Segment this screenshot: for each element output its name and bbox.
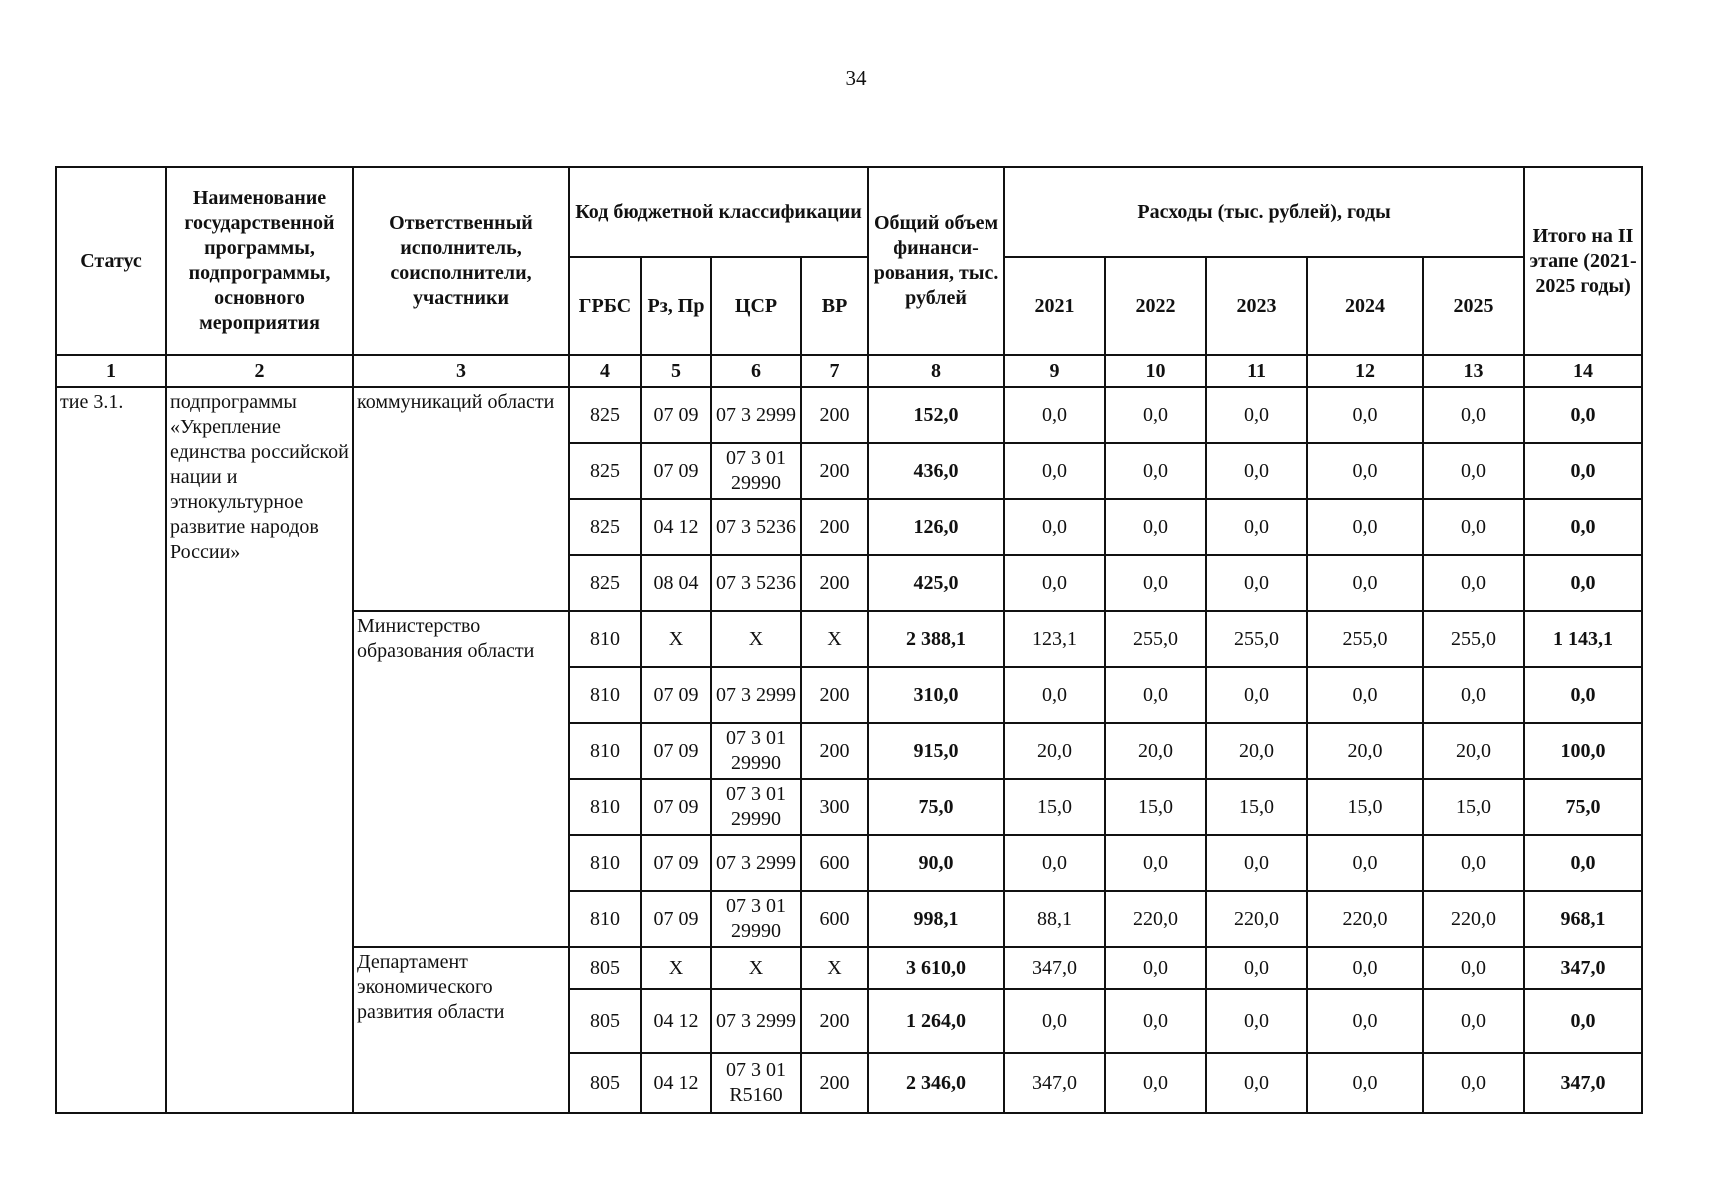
- rzpr-cell: 04 12: [641, 989, 711, 1053]
- csr-cell: 07 3 5236: [711, 499, 801, 555]
- year-2025-cell: 0,0: [1423, 387, 1524, 443]
- grbs-cell: 805: [569, 1053, 641, 1113]
- year-2022-cell: 0,0: [1105, 947, 1206, 989]
- vr-cell: 600: [801, 835, 868, 891]
- year-2023-cell: 0,0: [1206, 499, 1307, 555]
- grbs-cell: 810: [569, 835, 641, 891]
- stage-total-cell: 347,0: [1524, 1053, 1642, 1113]
- total-cell: 915,0: [868, 723, 1004, 779]
- year-2025-cell: 0,0: [1423, 1053, 1524, 1113]
- rzpr-cell: Х: [641, 947, 711, 989]
- column-number: 9: [1004, 355, 1105, 387]
- rzpr-cell: 08 04: [641, 555, 711, 611]
- grbs-cell: 810: [569, 779, 641, 835]
- vr-cell: 200: [801, 667, 868, 723]
- column-number: 11: [1206, 355, 1307, 387]
- vr-cell: 200: [801, 989, 868, 1053]
- vr-cell: 200: [801, 723, 868, 779]
- stage-total-cell: 0,0: [1524, 443, 1642, 499]
- year-2023-cell: 0,0: [1206, 387, 1307, 443]
- stage-total-cell: 968,1: [1524, 891, 1642, 947]
- header-responsible: Ответственный исполнитель, соисполнители, участники: [353, 167, 569, 355]
- csr-cell: 07 3 2999: [711, 667, 801, 723]
- year-2023-cell: 0,0: [1206, 947, 1307, 989]
- vr-cell: Х: [801, 611, 868, 667]
- year-2022-cell: 0,0: [1105, 499, 1206, 555]
- rzpr-cell: 07 09: [641, 667, 711, 723]
- rzpr-cell: 07 09: [641, 443, 711, 499]
- stage-total-cell: 347,0: [1524, 947, 1642, 989]
- year-2021-cell: 0,0: [1004, 555, 1105, 611]
- year-2025-cell: 0,0: [1423, 499, 1524, 555]
- grbs-cell: 810: [569, 667, 641, 723]
- column-number: 10: [1105, 355, 1206, 387]
- year-2022-cell: 0,0: [1105, 989, 1206, 1053]
- header-rzpr: Рз, Пр: [641, 257, 711, 355]
- year-2021-cell: 123,1: [1004, 611, 1105, 667]
- vr-cell: 200: [801, 1053, 868, 1113]
- rzpr-cell: Х: [641, 611, 711, 667]
- year-2025-cell: 0,0: [1423, 989, 1524, 1053]
- vr-cell: 200: [801, 555, 868, 611]
- column-number: 6: [711, 355, 801, 387]
- csr-cell: 07 3 2999: [711, 835, 801, 891]
- total-cell: 90,0: [868, 835, 1004, 891]
- header-csr: ЦСР: [711, 257, 801, 355]
- column-number: 14: [1524, 355, 1642, 387]
- status-cell: тие 3.1.: [56, 387, 166, 1113]
- year-2021-cell: 0,0: [1004, 667, 1105, 723]
- year-2023-cell: 0,0: [1206, 443, 1307, 499]
- year-2023-cell: 0,0: [1206, 667, 1307, 723]
- year-2024-cell: 255,0: [1307, 611, 1423, 667]
- year-2021-cell: 347,0: [1004, 1053, 1105, 1113]
- total-cell: 2 346,0: [868, 1053, 1004, 1113]
- total-cell: 3 610,0: [868, 947, 1004, 989]
- year-2023-cell: 220,0: [1206, 891, 1307, 947]
- year-2025-cell: 15,0: [1423, 779, 1524, 835]
- total-cell: 310,0: [868, 667, 1004, 723]
- year-2024-cell: 0,0: [1307, 835, 1423, 891]
- year-2021-cell: 0,0: [1004, 387, 1105, 443]
- csr-cell: 07 3 2999: [711, 989, 801, 1053]
- csr-cell: Х: [711, 611, 801, 667]
- year-2024-cell: 0,0: [1307, 499, 1423, 555]
- year-2021-cell: 0,0: [1004, 443, 1105, 499]
- header-name: Наименование государственной программы, подпрограммы, основного мероприятия: [166, 167, 353, 355]
- year-2025-cell: 255,0: [1423, 611, 1524, 667]
- csr-cell: 07 3 2999: [711, 387, 801, 443]
- grbs-cell: 825: [569, 555, 641, 611]
- year-2024-cell: 20,0: [1307, 723, 1423, 779]
- year-2024-cell: 0,0: [1307, 667, 1423, 723]
- header-stage-total: Итого на II этапе (2021-2025 годы): [1524, 167, 1642, 355]
- total-cell: 152,0: [868, 387, 1004, 443]
- total-cell: 2 388,1: [868, 611, 1004, 667]
- rzpr-cell: 07 09: [641, 779, 711, 835]
- column-number-row: [56, 355, 1642, 387]
- stage-total-cell: 0,0: [1524, 555, 1642, 611]
- rzpr-cell: 07 09: [641, 835, 711, 891]
- year-2024-cell: 220,0: [1307, 891, 1423, 947]
- year-2022-cell: 0,0: [1105, 835, 1206, 891]
- year-2023-cell: 15,0: [1206, 779, 1307, 835]
- stage-total-cell: 0,0: [1524, 989, 1642, 1053]
- header-year-2025: 2025: [1423, 257, 1524, 355]
- total-cell: 436,0: [868, 443, 1004, 499]
- year-2023-cell: 0,0: [1206, 555, 1307, 611]
- year-2025-cell: 0,0: [1423, 443, 1524, 499]
- column-number: 4: [569, 355, 641, 387]
- year-2021-cell: 0,0: [1004, 499, 1105, 555]
- year-2024-cell: 0,0: [1307, 1053, 1423, 1113]
- csr-cell: 07 3 5236: [711, 555, 801, 611]
- header-year-2022: 2022: [1105, 257, 1206, 355]
- responsible-cell: коммуникаций области: [353, 387, 569, 611]
- year-2021-cell: 0,0: [1004, 989, 1105, 1053]
- rzpr-cell: 04 12: [641, 1053, 711, 1113]
- year-2025-cell: 20,0: [1423, 723, 1524, 779]
- year-2022-cell: 220,0: [1105, 891, 1206, 947]
- year-2023-cell: 0,0: [1206, 1053, 1307, 1113]
- total-cell: 998,1: [868, 891, 1004, 947]
- header-total-volume: Общий объем финанси-рования, тыс. рублей: [868, 167, 1004, 355]
- header-row-top: [56, 167, 1642, 257]
- year-2025-cell: 0,0: [1423, 947, 1524, 989]
- column-number: 5: [641, 355, 711, 387]
- year-2022-cell: 15,0: [1105, 779, 1206, 835]
- year-2024-cell: 0,0: [1307, 387, 1423, 443]
- year-2024-cell: 0,0: [1307, 555, 1423, 611]
- header-year-2024: 2024: [1307, 257, 1423, 355]
- year-2024-cell: 0,0: [1307, 947, 1423, 989]
- rzpr-cell: 07 09: [641, 387, 711, 443]
- year-2025-cell: 0,0: [1423, 835, 1524, 891]
- rzpr-cell: 04 12: [641, 499, 711, 555]
- column-number: 12: [1307, 355, 1423, 387]
- column-number: 3: [353, 355, 569, 387]
- budget-table: [55, 166, 1643, 1114]
- vr-cell: 200: [801, 499, 868, 555]
- year-2021-cell: 88,1: [1004, 891, 1105, 947]
- header-vr: ВР: [801, 257, 868, 355]
- rzpr-cell: 07 09: [641, 723, 711, 779]
- total-cell: 425,0: [868, 555, 1004, 611]
- stage-total-cell: 0,0: [1524, 387, 1642, 443]
- grbs-cell: 825: [569, 443, 641, 499]
- year-2025-cell: 220,0: [1423, 891, 1524, 947]
- csr-cell: 07 3 01 29990: [711, 443, 801, 499]
- grbs-cell: 825: [569, 387, 641, 443]
- csr-cell: 07 3 01 29990: [711, 891, 801, 947]
- year-2022-cell: 0,0: [1105, 667, 1206, 723]
- header-year-2023: 2023: [1206, 257, 1307, 355]
- grbs-cell: 805: [569, 947, 641, 989]
- vr-cell: 200: [801, 387, 868, 443]
- year-2022-cell: 20,0: [1105, 723, 1206, 779]
- vr-cell: 300: [801, 779, 868, 835]
- grbs-cell: 805: [569, 989, 641, 1053]
- rzpr-cell: 07 09: [641, 891, 711, 947]
- csr-cell: Х: [711, 947, 801, 989]
- year-2023-cell: 0,0: [1206, 989, 1307, 1053]
- stage-total-cell: 75,0: [1524, 779, 1642, 835]
- grbs-cell: 810: [569, 891, 641, 947]
- vr-cell: 600: [801, 891, 868, 947]
- grbs-cell: 825: [569, 499, 641, 555]
- csr-cell: 07 3 01 R5160: [711, 1053, 801, 1113]
- column-number: 7: [801, 355, 868, 387]
- year-2023-cell: 20,0: [1206, 723, 1307, 779]
- year-2025-cell: 0,0: [1423, 555, 1524, 611]
- grbs-cell: 810: [569, 611, 641, 667]
- responsible-cell: Департамент экономического развития области: [353, 947, 569, 1113]
- column-number: 2: [166, 355, 353, 387]
- total-cell: 75,0: [868, 779, 1004, 835]
- csr-cell: 07 3 01 29990: [711, 723, 801, 779]
- stage-total-cell: 0,0: [1524, 499, 1642, 555]
- year-2022-cell: 0,0: [1105, 1053, 1206, 1113]
- year-2022-cell: 255,0: [1105, 611, 1206, 667]
- grbs-cell: 810: [569, 723, 641, 779]
- vr-cell: 200: [801, 443, 868, 499]
- program-name-cell: подпрограммы «Укрепление единства российской нации и этнокультурное развитие народов России»: [166, 387, 353, 1113]
- year-2021-cell: 15,0: [1004, 779, 1105, 835]
- year-2024-cell: 0,0: [1307, 443, 1423, 499]
- year-2021-cell: 0,0: [1004, 835, 1105, 891]
- year-2022-cell: 0,0: [1105, 387, 1206, 443]
- year-2024-cell: 0,0: [1307, 989, 1423, 1053]
- stage-total-cell: 1 143,1: [1524, 611, 1642, 667]
- table-row: [56, 387, 1642, 443]
- page-number: 34: [845, 66, 867, 90]
- year-2025-cell: 0,0: [1423, 667, 1524, 723]
- header-year-2021: 2021: [1004, 257, 1105, 355]
- stage-total-cell: 0,0: [1524, 835, 1642, 891]
- year-2023-cell: 0,0: [1206, 835, 1307, 891]
- year-2021-cell: 347,0: [1004, 947, 1105, 989]
- year-2023-cell: 255,0: [1206, 611, 1307, 667]
- header-expenses: Расходы (тыс. рублей), годы: [1004, 167, 1524, 257]
- header-budget-code: Код бюджетной классификации: [569, 167, 868, 257]
- header-grbs: ГРБС: [569, 257, 641, 355]
- vr-cell: Х: [801, 947, 868, 989]
- column-number: 13: [1423, 355, 1524, 387]
- stage-total-cell: 0,0: [1524, 667, 1642, 723]
- header-status: Статус: [56, 167, 166, 355]
- column-number: 1: [56, 355, 166, 387]
- year-2022-cell: 0,0: [1105, 443, 1206, 499]
- stage-total-cell: 100,0: [1524, 723, 1642, 779]
- year-2024-cell: 15,0: [1307, 779, 1423, 835]
- year-2022-cell: 0,0: [1105, 555, 1206, 611]
- csr-cell: 07 3 01 29990: [711, 779, 801, 835]
- responsible-cell: Министерство образования области: [353, 611, 569, 947]
- column-number: 8: [868, 355, 1004, 387]
- total-cell: 126,0: [868, 499, 1004, 555]
- year-2021-cell: 20,0: [1004, 723, 1105, 779]
- total-cell: 1 264,0: [868, 989, 1004, 1053]
